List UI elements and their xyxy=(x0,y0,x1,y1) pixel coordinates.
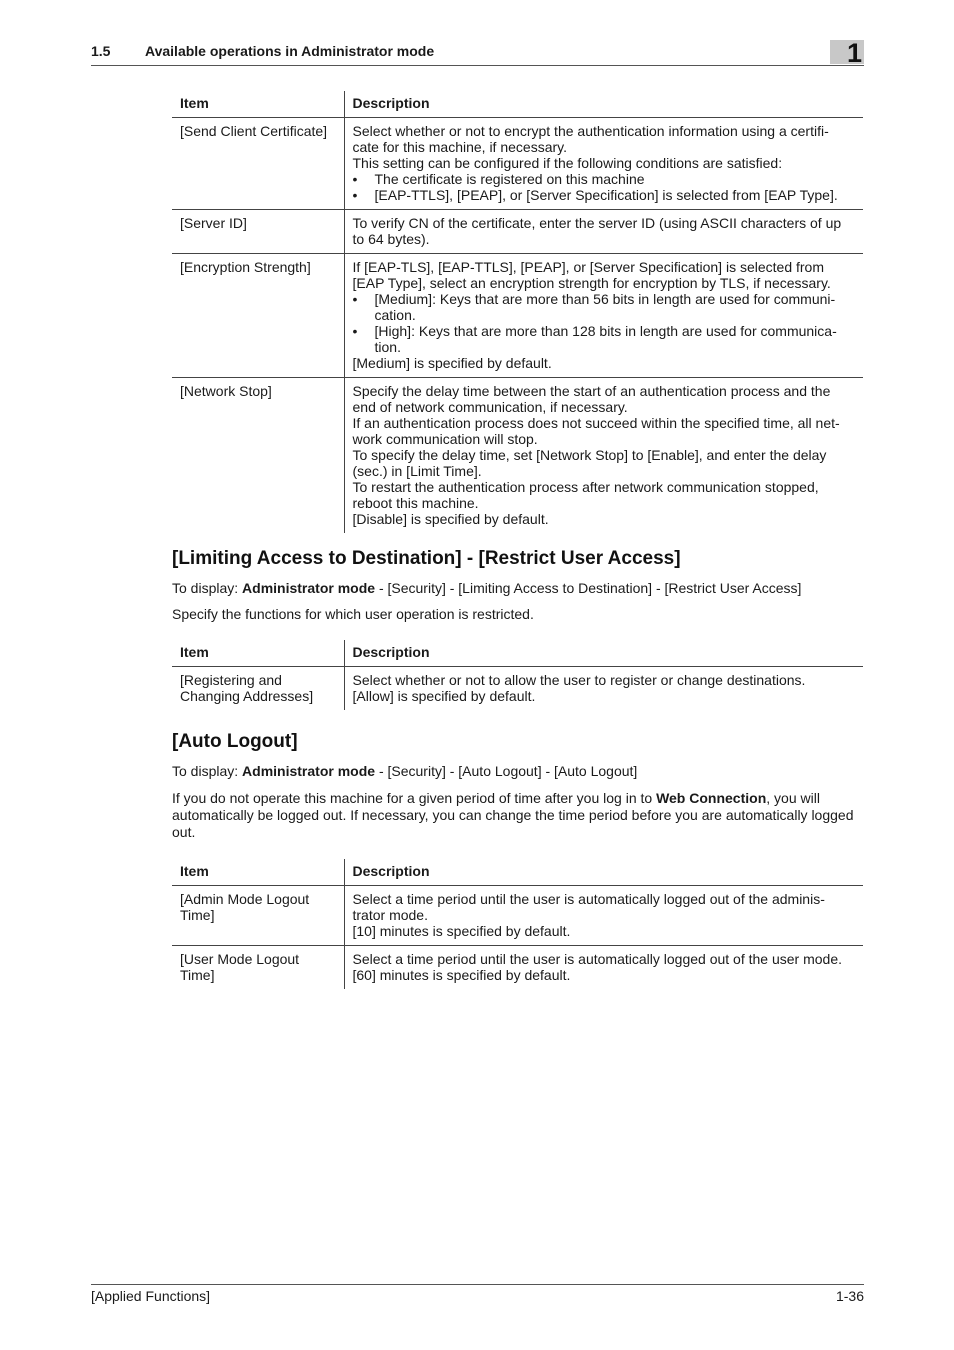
description-cell xyxy=(344,886,863,946)
restrict-user-access-table xyxy=(172,640,863,710)
column-header-item: Item xyxy=(172,859,344,886)
display-mode: Administrator mode xyxy=(242,580,376,596)
description-line: [Disable] is specified by default. xyxy=(352,511,549,527)
table-row xyxy=(172,118,863,210)
description-line: to 64 bytes). xyxy=(352,231,430,247)
intro-text-2: , you will automatically be logged out. If necessary, you can change the time period before you are automatically logged out. xyxy=(172,790,854,840)
page-header xyxy=(91,40,864,66)
description-line: This setting can be configured if the following conditions are satisfied: xyxy=(352,155,783,171)
description-line: If [EAP-TLS], [EAP-TTLS], [PEAP], or [Server Specification] is selected from xyxy=(352,259,824,275)
description-line: Specify the delay time between the start of an authentication process and the xyxy=(352,383,831,399)
description-line: trator mode. xyxy=(352,907,428,923)
auto-logout-table xyxy=(172,859,863,989)
bullet-item: • The certificate is registered on this machine xyxy=(353,171,856,187)
description-line: [60] minutes is specified by default. xyxy=(352,967,571,983)
footer-document-title: [Applied Functions] xyxy=(91,1288,211,1304)
description-cell xyxy=(344,667,863,711)
chapter-number: 1 xyxy=(846,38,862,68)
display-mode: Administrator mode xyxy=(242,763,376,779)
item-cell: [Encryption Strength] xyxy=(172,254,344,378)
section-intro xyxy=(172,790,863,841)
page-number: 1-36 xyxy=(835,1288,864,1304)
table-row xyxy=(172,667,863,711)
column-header-description: Description xyxy=(344,859,863,886)
description-line: To verify CN of the certificate, enter the server ID (using ASCII characters of up xyxy=(352,215,842,231)
table-row xyxy=(172,886,863,946)
section-heading-restrict-user-access: [Limiting Access to Destination] - [Restrict User Access] xyxy=(172,548,681,569)
display-prefix: To display: xyxy=(172,580,243,596)
description-line: Select whether or not to allow the user to register or change destinations. xyxy=(352,672,806,688)
description-line: (sec.) in [Limit Time]. xyxy=(352,463,482,479)
description-line: cate for this machine, if necessary. xyxy=(352,139,567,155)
description-cell xyxy=(344,118,863,210)
item-cell: [Admin Mode Logout Time] xyxy=(172,886,344,946)
description-line: [EAP Type], select an encryption strength for encryption by TLS, if necessary. xyxy=(352,275,831,291)
display-path xyxy=(172,763,863,780)
bullet-item: • [EAP-TTLS], [PEAP], or [Server Specification] is selected from [EAP Type]. xyxy=(353,187,856,203)
item-cell: [Registering and Changing Addresses] xyxy=(172,667,344,711)
description-line: To restart the authentication process after network communication stopped, xyxy=(352,479,819,495)
description-line: To specify the delay time, set [Network Stop] to [Enable], and enter the delay xyxy=(352,447,827,463)
column-header-description: Description xyxy=(344,640,863,667)
description-line: [10] minutes is specified by default. xyxy=(352,923,571,939)
description-line: Select whether or not to encrypt the authentication information using a certifi- xyxy=(352,123,829,139)
intro-text-1: If you do not operate this machine for a given period of time after you log in to xyxy=(172,790,657,806)
section-title: Available operations in Administrator mode xyxy=(145,43,435,59)
item-cell: [User Mode Logout Time] xyxy=(172,946,344,990)
description-line: work communication will stop. xyxy=(352,431,538,447)
page-footer xyxy=(91,1284,864,1304)
item-cell: [Server ID] xyxy=(172,210,344,254)
table-row xyxy=(172,378,863,534)
table-header-row xyxy=(172,91,863,118)
section-number: 1.5 xyxy=(91,43,111,59)
send-certificate-settings-table xyxy=(172,91,863,533)
table-header-row xyxy=(172,859,863,886)
description-cell xyxy=(344,378,863,534)
description-line: end of network communication, if necessary. xyxy=(352,399,628,415)
display-path-text: - [Security] - [Auto Logout] - [Auto Logout] xyxy=(375,763,638,779)
description-cell xyxy=(344,254,863,378)
description-line: Select a time period until the user is automatically logged out of the user mode. xyxy=(352,951,842,967)
display-path xyxy=(172,580,863,597)
description-line: Select a time period until the user is automatically logged out of the adminis- xyxy=(352,891,825,907)
display-prefix: To display: xyxy=(172,763,243,779)
description-line: If an authentication process does not succeed within the specified time, all net- xyxy=(352,415,840,431)
description-line: [Allow] is specified by default. xyxy=(352,688,536,704)
column-header-description: Description xyxy=(344,91,863,118)
table-body xyxy=(172,667,863,711)
description-cell xyxy=(344,946,863,990)
item-cell: [Network Stop] xyxy=(172,378,344,534)
display-path-text: - [Security] - [Limiting Access to Destination] - [Restrict User Access] xyxy=(375,580,802,596)
column-header-item: Item xyxy=(172,640,344,667)
table-body xyxy=(172,118,863,534)
section-heading-auto-logout: [Auto Logout] xyxy=(172,731,298,752)
table-body xyxy=(172,886,863,990)
item-cell: [Send Client Certificate] xyxy=(172,118,344,210)
description-line: [Medium] is specified by default. xyxy=(352,355,552,371)
table-row xyxy=(172,210,863,254)
bullet-item: • [High]: Keys that are more than 128 bits in length are used for communica-tion. xyxy=(353,323,856,355)
table-row xyxy=(172,254,863,378)
description-cell xyxy=(344,210,863,254)
table-header-row xyxy=(172,640,863,667)
chapter-tab xyxy=(830,38,864,68)
intro-bold: Web Connection xyxy=(656,790,767,806)
bullet-item: • [Medium]: Keys that are more than 56 bits in length are used for communi-cation. xyxy=(353,291,856,323)
section-intro: Specify the functions for which user operation is restricted. xyxy=(172,606,534,622)
description-line: reboot this machine. xyxy=(352,495,479,511)
column-header-item: Item xyxy=(172,91,344,118)
table-row xyxy=(172,946,863,990)
